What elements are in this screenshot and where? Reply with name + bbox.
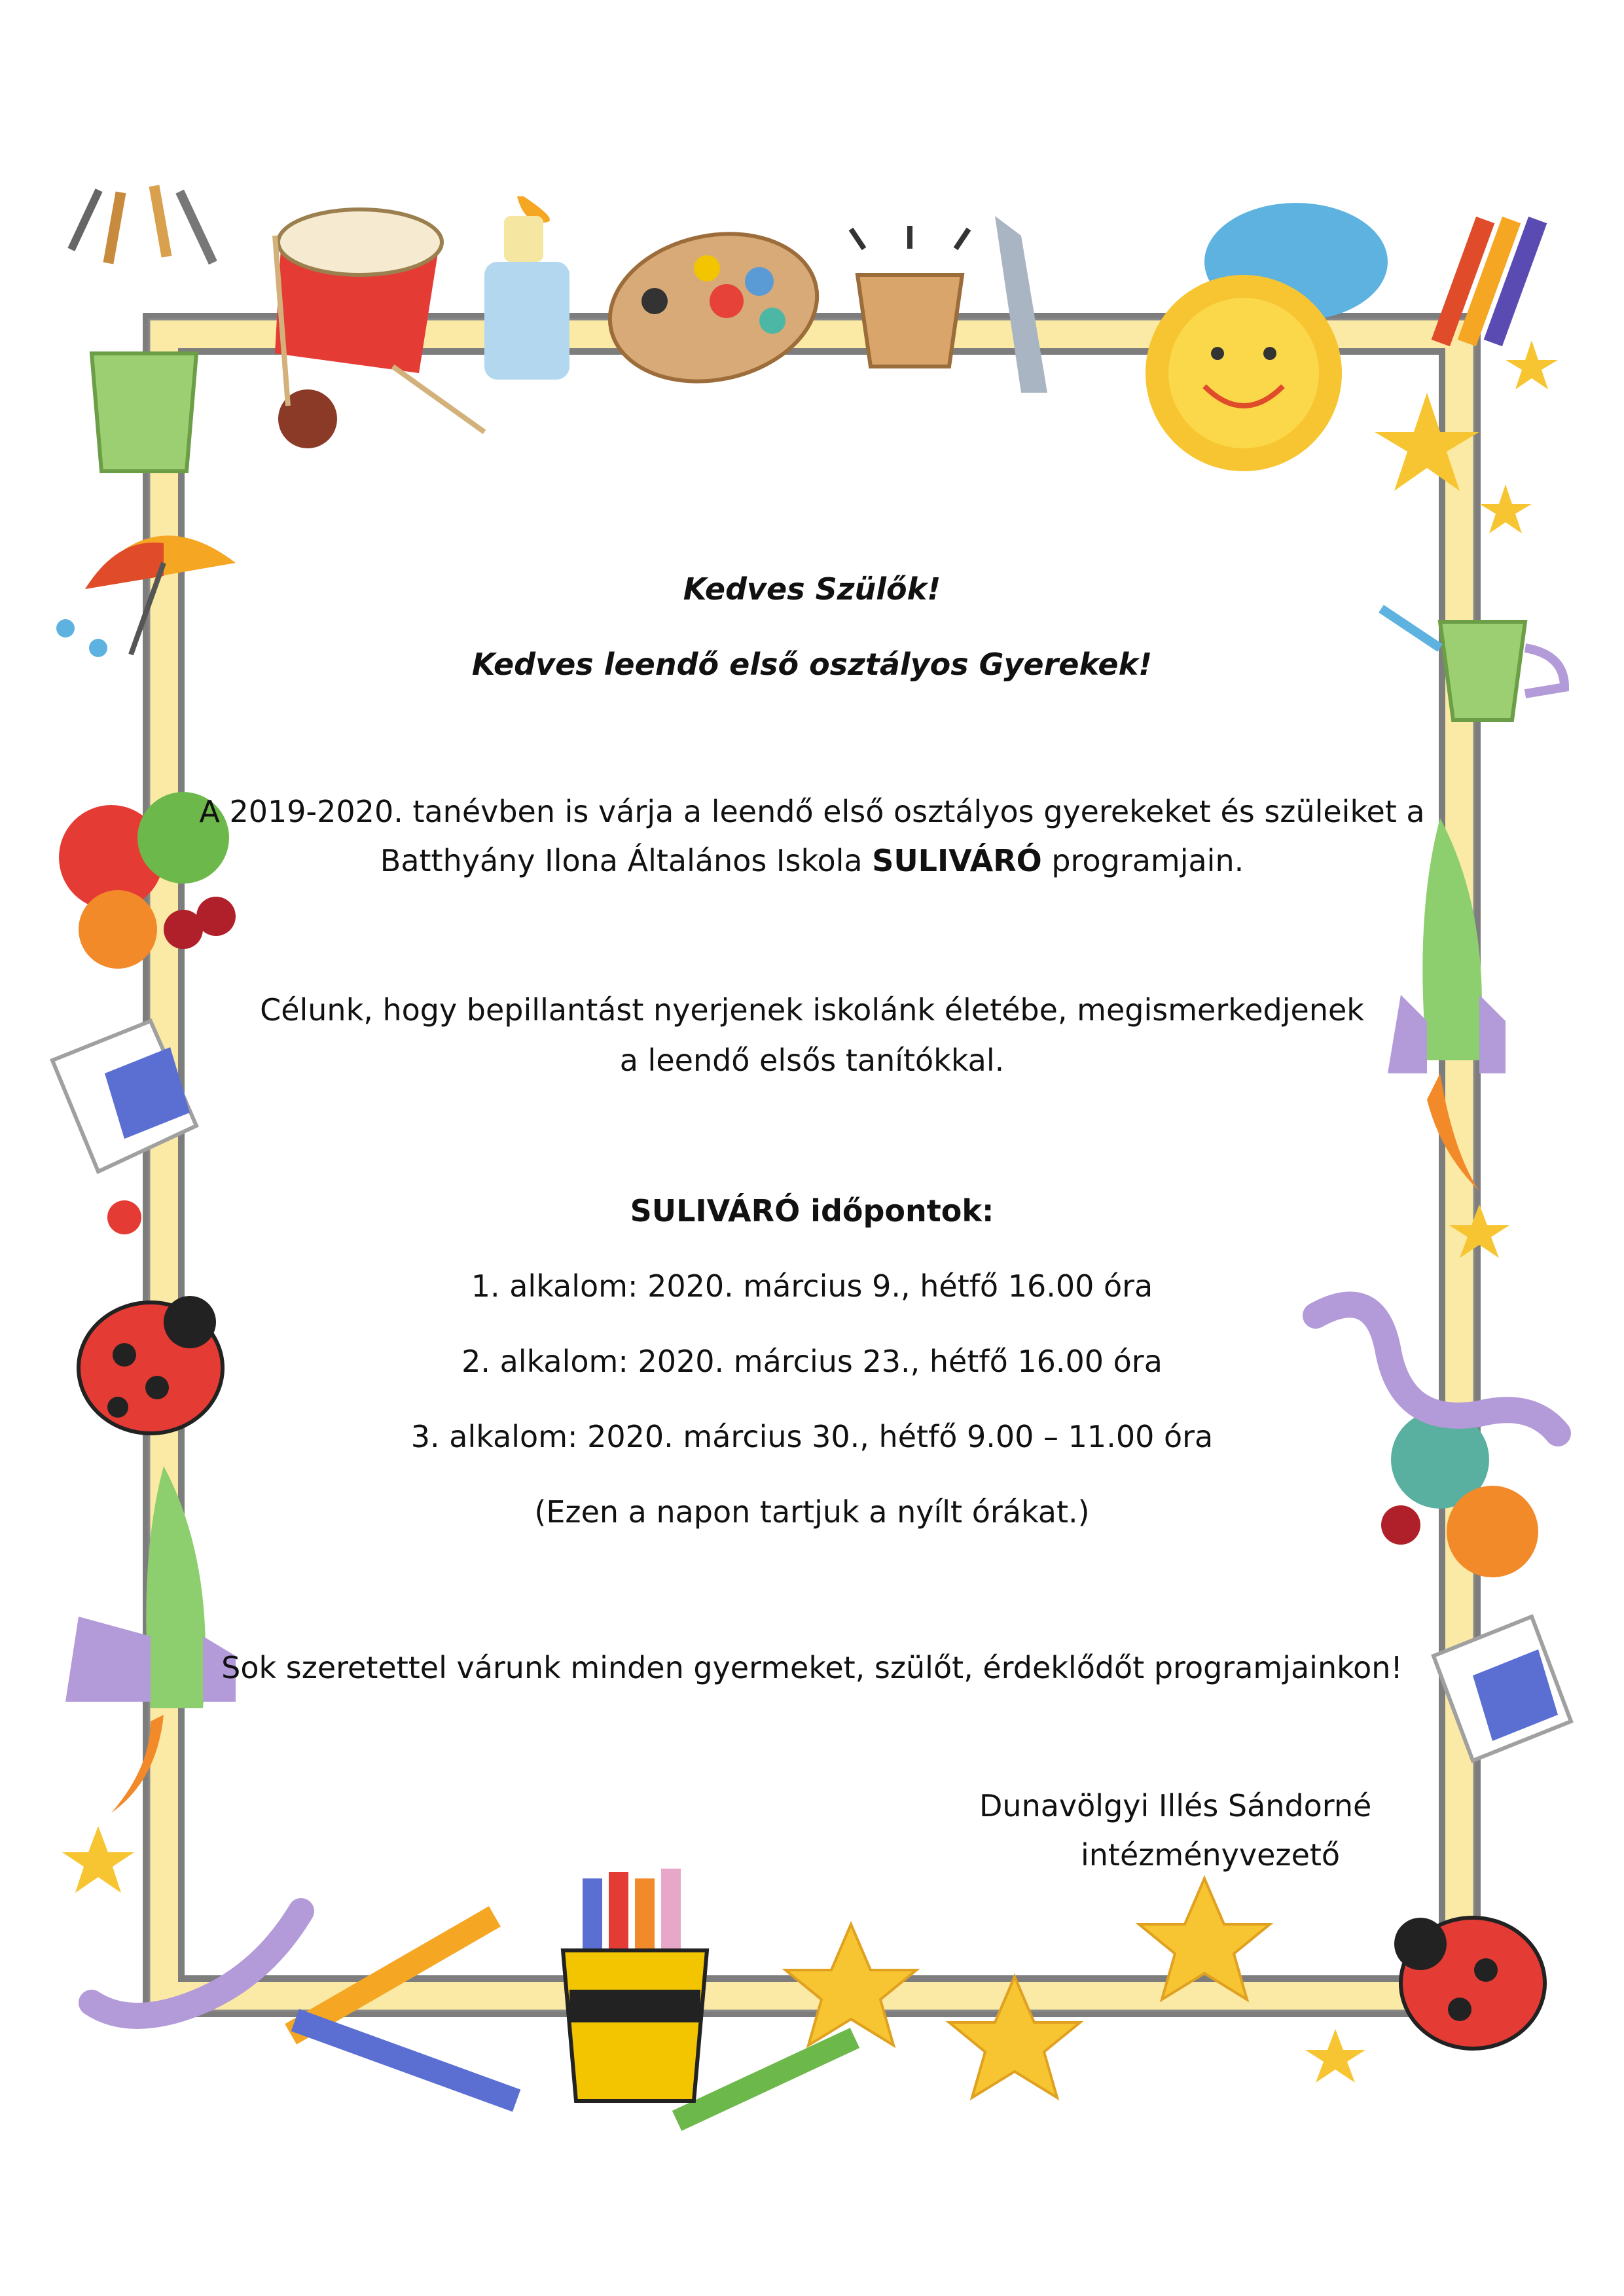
signature-title: intézményvezető bbox=[1081, 1837, 1341, 1873]
schedule-note: (Ezen a napon tartjuk a nyílt órákat.) bbox=[534, 1494, 1090, 1530]
schedule-item: 3. alkalom: 2020. március 30., hétfő 9.00 – 11.00 óra bbox=[410, 1419, 1214, 1454]
intro-line-2-suffix: programjain. bbox=[1041, 843, 1244, 878]
fruit-icon bbox=[59, 792, 1538, 1577]
goal-line-1: Célunk, hogy bepillantást nyerjenek iskolánk életébe, megismerkedjenek bbox=[260, 992, 1364, 1028]
intro-line-2 bbox=[0, 842, 1624, 880]
schedule-item: 1. alkalom: 2020. március 9., hétfő 16.00 óra bbox=[471, 1268, 1153, 1304]
schedule-item: 2. alkalom: 2020. március 23., hétfő 16.00 óra bbox=[461, 1344, 1163, 1379]
closing-line: Sok szeretettel várunk minden gyermeket, szülőt, érdeklődőt programjainkon! bbox=[221, 1650, 1403, 1685]
glue-bottle-icon bbox=[484, 196, 569, 380]
greeting-line-2: Kedves leendő első osztályos Gyerekek! bbox=[471, 647, 1153, 682]
paint-palette-icon bbox=[596, 215, 831, 400]
signature-name: Dunavölgyi Illés Sándorné bbox=[979, 1788, 1372, 1823]
intro-line-1: A 2019-2020. tanévben is várja a leendő első osztályos gyerekeket és szüleiket a bbox=[199, 794, 1425, 829]
greeting-line-1: Kedves Szülők! bbox=[683, 571, 941, 607]
crayons-icon bbox=[1432, 217, 1547, 346]
program-name: SULIVÁRÓ bbox=[872, 843, 1042, 878]
crayon-box-icon bbox=[563, 1869, 707, 2101]
flower-pot-icon bbox=[851, 216, 1047, 393]
intro-line-2-prefix: Batthyány Ilona Általános Iskola bbox=[380, 843, 873, 878]
schedule-title: SULIVÁRÓ időpontok: bbox=[630, 1193, 994, 1229]
goal-line-2: a leendő elsős tanítókkal. bbox=[619, 1043, 1005, 1078]
